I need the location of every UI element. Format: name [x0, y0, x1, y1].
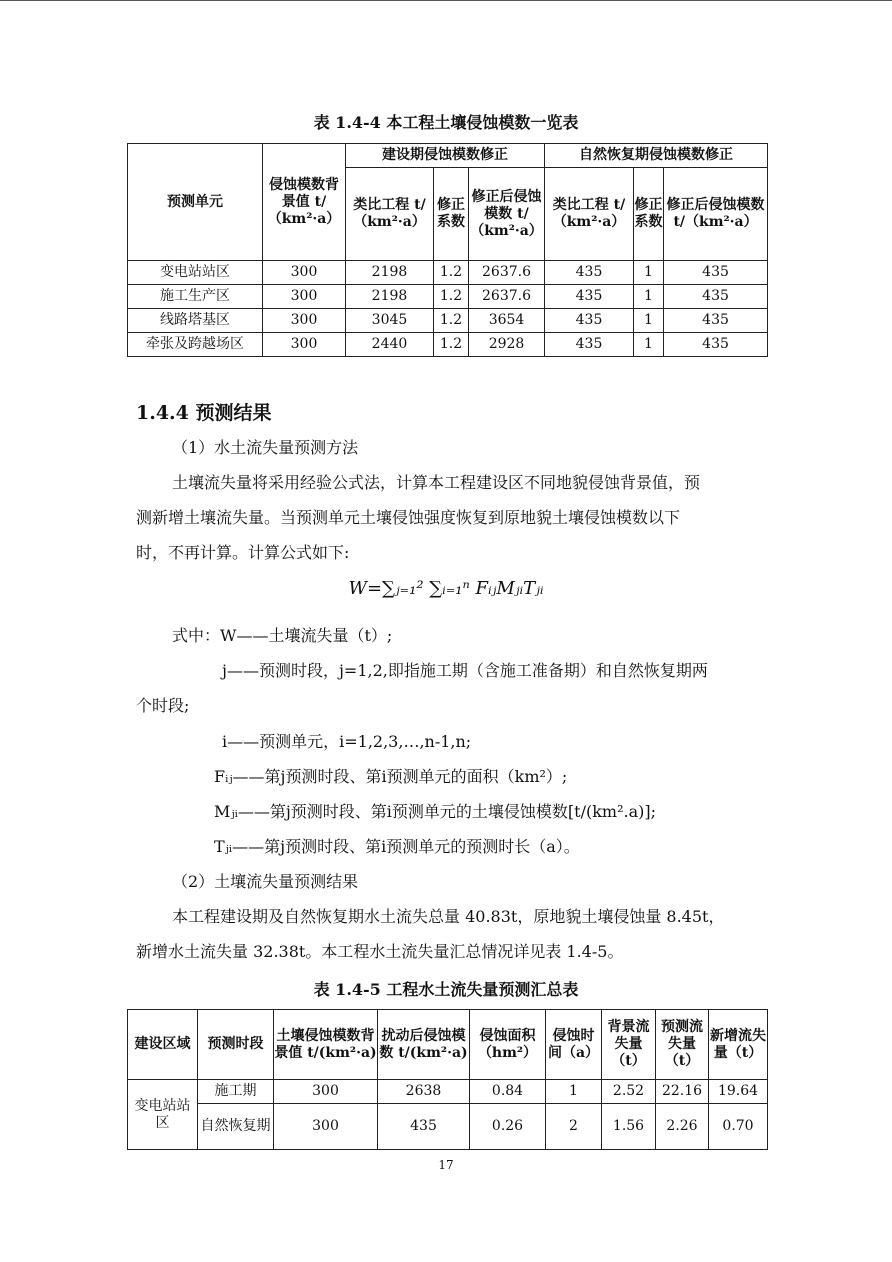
cell: 线路塔基区: [128, 309, 263, 333]
cell: 435: [545, 285, 634, 309]
cell: 435: [664, 309, 768, 333]
cell: 2.52: [602, 1080, 656, 1104]
table-row: [128, 309, 768, 333]
table-row: [128, 285, 768, 309]
definition-i: i——预测单元，i=1,2,3,…,n-1,n;: [222, 732, 472, 751]
formula: W=∑ⱼ₌₁² ∑ᵢ₌₁ⁿ FᵢⱼMⱼᵢTⱼᵢ: [348, 578, 544, 599]
header-unit: 预测单元: [128, 144, 263, 261]
cell: 2928: [469, 333, 545, 357]
cell: 2: [546, 1104, 602, 1150]
paragraph-line: 测新增土壤流失量。当预测单元土壤侵蚀强度恢复到原地貌土壤侵蚀模数以下: [136, 508, 681, 527]
region-cell: 变电站站区: [128, 1080, 198, 1150]
definition-t: Tⱼᵢ——第j预测时段、第i预测单元的预测时长（a）。: [214, 837, 580, 856]
paragraph-line: 新增水土流失量 32.38t。本工程水土流失量汇总情况详见表 1.4-5。: [136, 942, 624, 961]
cell: 2637.6: [469, 285, 545, 309]
cell: 435: [545, 309, 634, 333]
header-region: 建设区域: [128, 1010, 198, 1080]
cell: 施工生产区: [128, 285, 263, 309]
cell: 435: [545, 333, 634, 357]
paragraph-method-title: （1）水土流失量预测方法: [172, 438, 359, 457]
cell: 1: [634, 285, 664, 309]
cell: 0.84: [470, 1080, 546, 1104]
cell: 1.2: [434, 333, 469, 357]
header-background-loss: 背景流失量（t）: [602, 1010, 656, 1080]
cell: 19.64: [709, 1080, 768, 1104]
page-number: 17: [438, 1158, 454, 1172]
cell: 22.16: [656, 1080, 709, 1104]
cell: 2198: [346, 285, 434, 309]
cell: 300: [274, 1080, 378, 1104]
header-area: 侵蚀面积（hm²）: [470, 1010, 546, 1080]
cell: 1: [546, 1080, 602, 1104]
section-heading: 1.4.4 预测结果: [136, 402, 272, 424]
header-coef: 修正系数: [634, 168, 664, 261]
header-analog: 类比工程 t/（km²·a）: [346, 168, 434, 261]
cell: 1.2: [434, 261, 469, 285]
cell: 自然恢复期: [198, 1104, 274, 1150]
header-new-loss: 新增流失量（t）: [709, 1010, 768, 1080]
cell: 1: [634, 333, 664, 357]
table1-caption: 表 1.4-4 本工程土壤侵蚀模数一览表: [313, 113, 579, 132]
header-period: 预测时段: [198, 1010, 274, 1080]
cell: 2198: [346, 261, 434, 285]
cell: 300: [263, 285, 346, 309]
cell: 300: [263, 333, 346, 357]
cell: 300: [263, 261, 346, 285]
cell: 施工期: [198, 1080, 274, 1104]
paragraph-line: 土壤流失量将采用经验公式法，计算本工程建设区不同地貌侵蚀背景值，预: [172, 473, 701, 492]
header-disturbed-modulus: 扰动后侵蚀模数 t/(km²·a): [378, 1010, 470, 1080]
cell: 0.70: [709, 1104, 768, 1150]
header-analog: 类比工程 t/（km²·a）: [545, 168, 634, 261]
header-predicted-loss: 预测流失量（t）: [656, 1010, 709, 1080]
cell: 牵张及跨越场区: [128, 333, 263, 357]
cell: 300: [263, 309, 346, 333]
cell: 435: [545, 261, 634, 285]
cell: 1.56: [602, 1104, 656, 1150]
erosion-modulus-table: [127, 143, 768, 357]
cell: 435: [664, 333, 768, 357]
cell: 2.26: [656, 1104, 709, 1150]
cell: 3045: [346, 309, 434, 333]
table2-caption: 表 1.4-5 工程水土流失量预测汇总表: [313, 980, 579, 999]
cell: 2440: [346, 333, 434, 357]
header-time: 侵蚀时间（a）: [546, 1010, 602, 1080]
header-natural: 自然恢复期侵蚀模数修正: [545, 144, 768, 168]
cell: 1.2: [434, 285, 469, 309]
cell: 435: [378, 1104, 470, 1150]
header-corrected: 修正后侵蚀模数 t/（km²·a）: [664, 168, 768, 261]
paragraph-line: 本工程建设期及自然恢复期水土流失总量 40.83t，原地貌土壤侵蚀量 8.45t，: [172, 907, 725, 926]
paragraph-result-title: （2）土壤流失量预测结果: [172, 872, 359, 891]
cell: 3654: [469, 309, 545, 333]
soil-loss-summary-table: [127, 1009, 768, 1150]
header-coef: 修正系数: [434, 168, 469, 261]
definition-m: Mⱼᵢ——第j预测时段、第i预测单元的土壤侵蚀模数[t/(km².a)];: [214, 802, 656, 821]
cell: 435: [664, 261, 768, 285]
cell: 1: [634, 309, 664, 333]
header-corrected: 修正后侵蚀模数 t/（km²·a）: [469, 168, 545, 261]
cell: 2637.6: [469, 261, 545, 285]
definition-w: 式中：W——土壤流失量（t）;: [172, 626, 393, 645]
definition-j-cont: 个时段;: [136, 696, 190, 715]
cell: 300: [274, 1104, 378, 1150]
top-border: [0, 0, 892, 1]
header-background-modulus: 土壤侵蚀模数背景值 t/(km²·a): [274, 1010, 378, 1080]
cell: 1: [634, 261, 664, 285]
paragraph-line: 时，不再计算。计算公式如下:: [136, 543, 350, 562]
table-row: [128, 261, 768, 285]
table-row: [128, 1080, 768, 1104]
cell: 2638: [378, 1080, 470, 1104]
cell: 变电站站区: [128, 261, 263, 285]
table-row: [128, 333, 768, 357]
table-row: [128, 1104, 768, 1150]
cell: 435: [664, 285, 768, 309]
header-background: 侵蚀模数背景值 t/（km²·a）: [263, 144, 346, 261]
definition-f: Fᵢⱼ——第j预测时段、第i预测单元的面积（km²）;: [214, 767, 568, 786]
definition-j: j——预测时段，j=1,2,即指施工期（含施工准备期）和自然恢复期两: [222, 661, 708, 680]
cell: 1.2: [434, 309, 469, 333]
cell: 0.26: [470, 1104, 546, 1150]
header-construction: 建设期侵蚀模数修正: [346, 144, 545, 168]
